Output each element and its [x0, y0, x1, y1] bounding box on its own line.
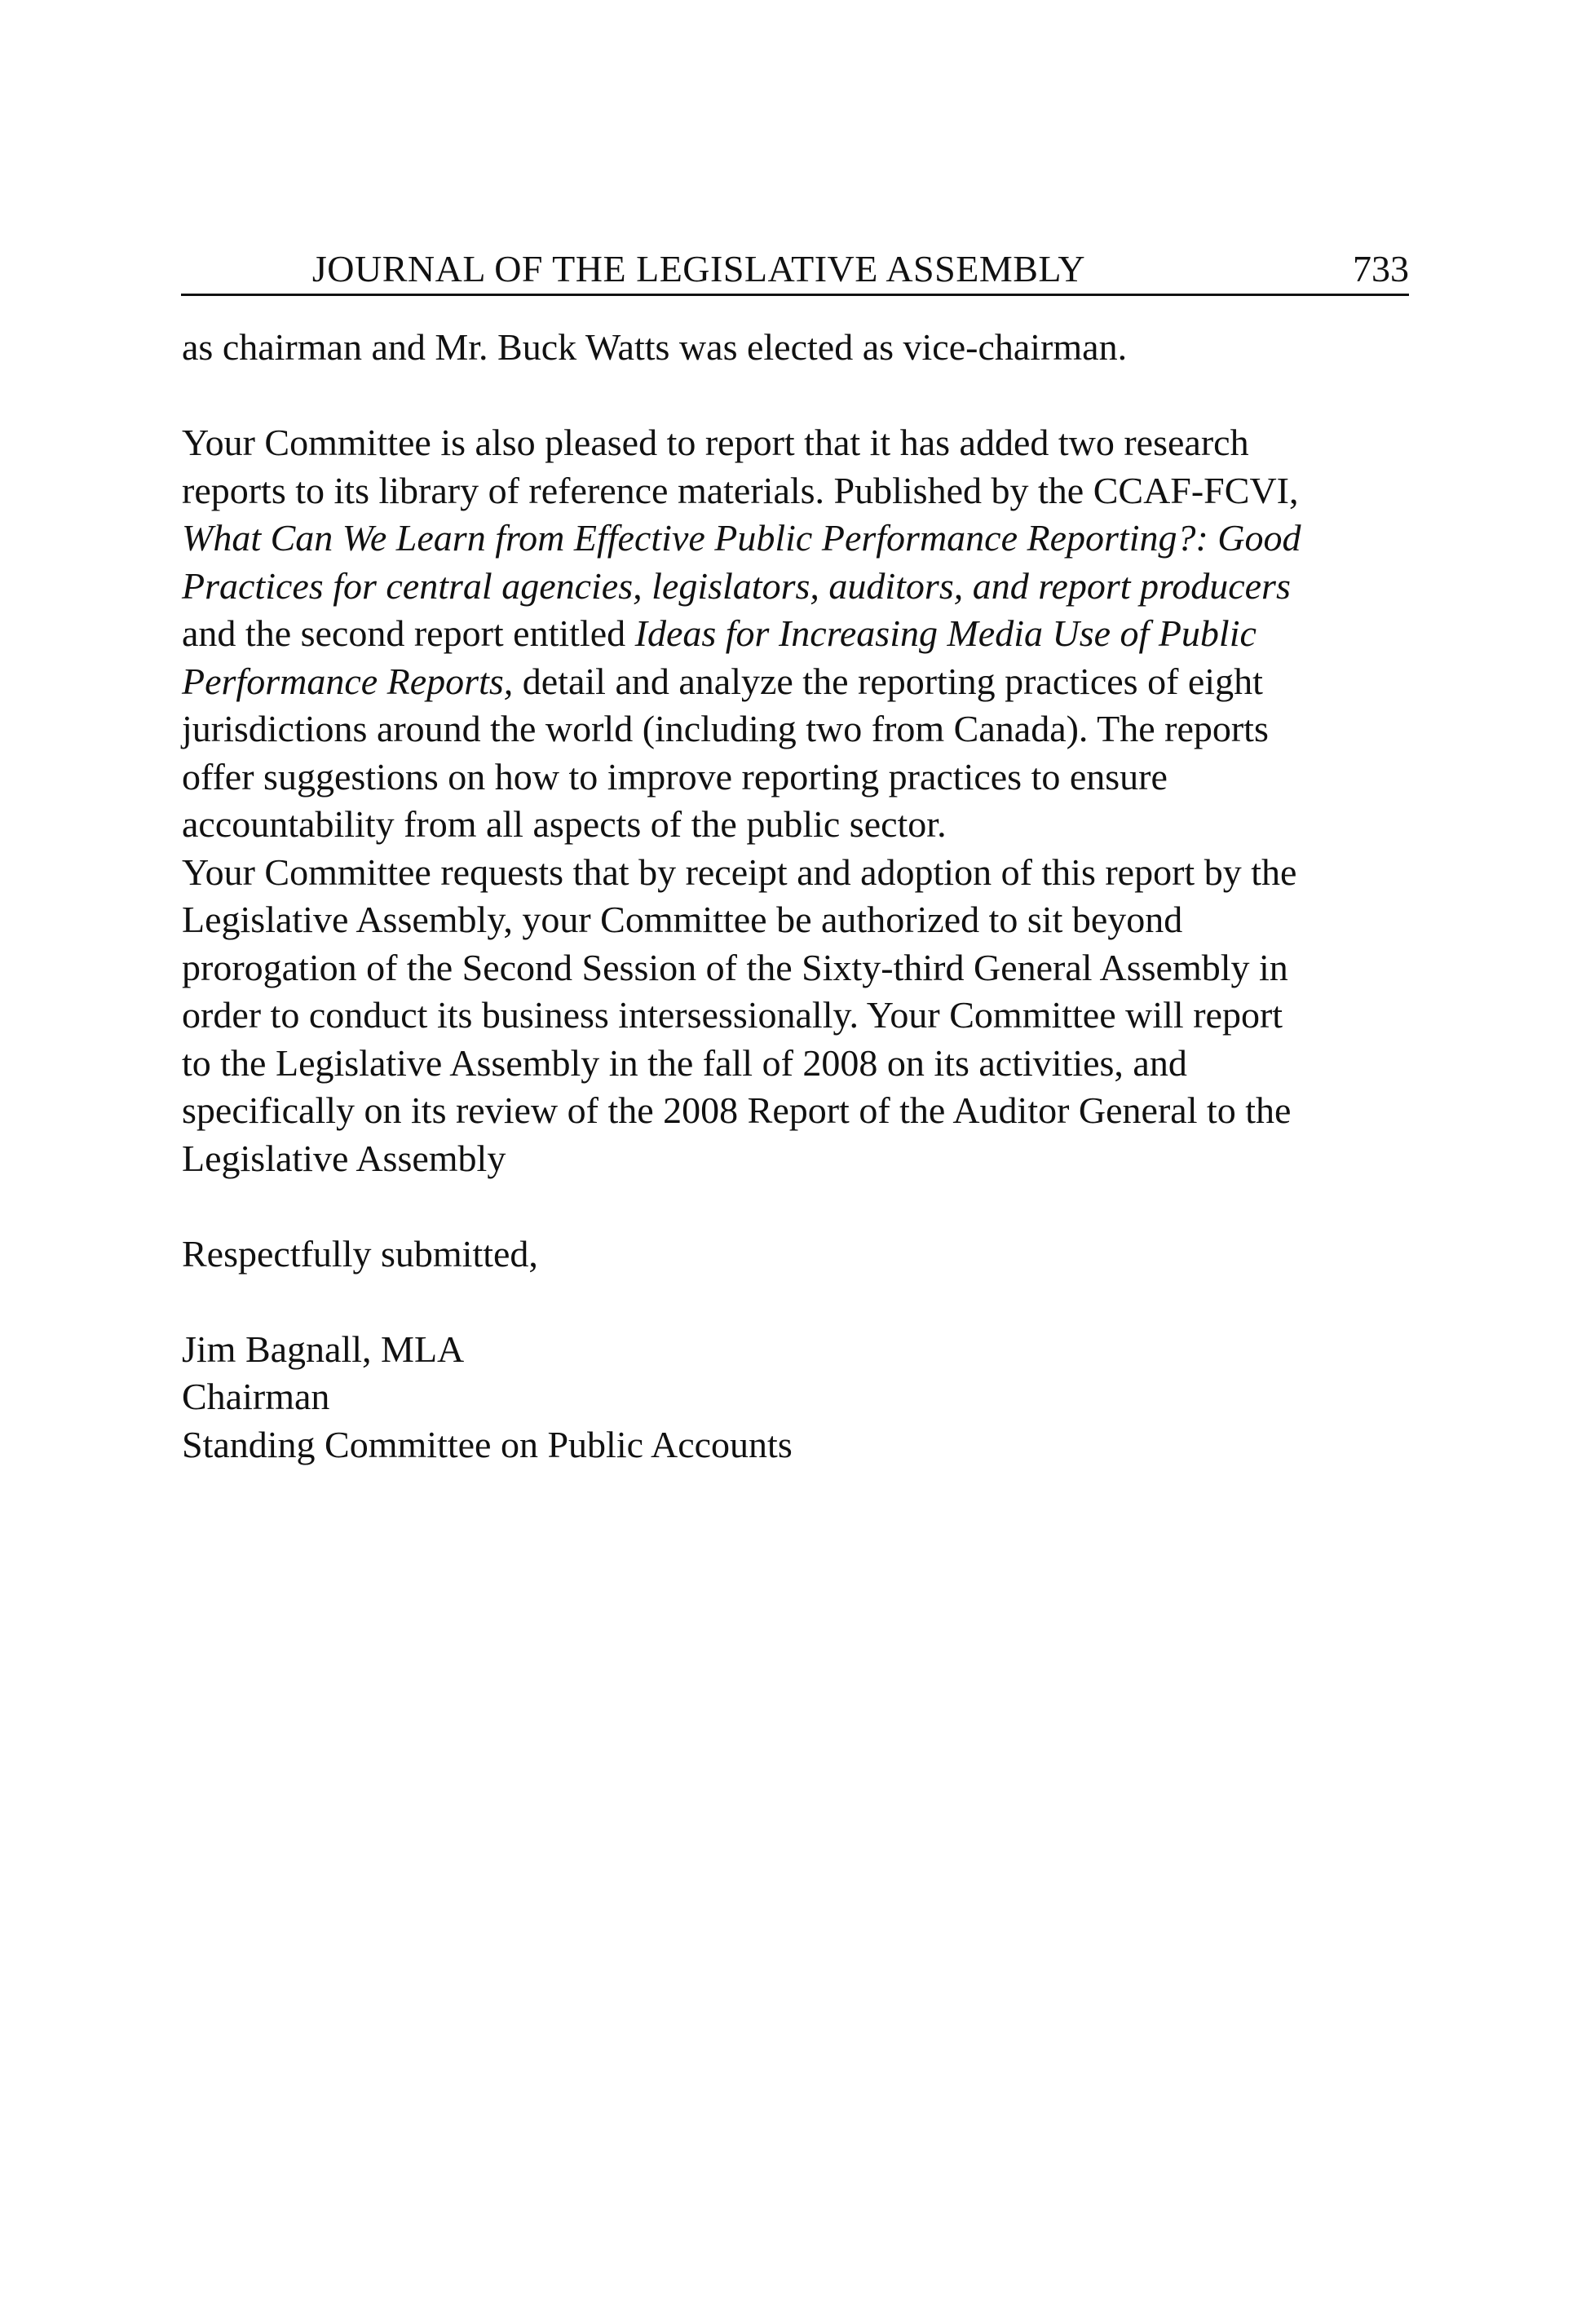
text-segment: detail and analyze the reporting practices of eight — [513, 660, 1263, 702]
text-line: jurisdictions around the world (including two from Canada). The reports — [182, 708, 1269, 749]
text-line — [182, 610, 1421, 658]
text-line: prorogation of the Second Session of the Sixty-third General Assembly in — [182, 946, 1288, 988]
report-title-line: Practices for central agencies, legislators, auditors, and report producers — [182, 564, 1291, 607]
report-body — [182, 324, 1421, 1469]
text-line — [182, 658, 1421, 706]
closing — [182, 1230, 1421, 1279]
signatory-name: Jim Bagnall, MLA — [182, 1328, 465, 1370]
running-header — [181, 245, 1409, 296]
text-line: accountability from all aspects of the public sector. — [182, 803, 947, 845]
text-segment: and the second report entitled — [182, 612, 635, 654]
text-line: Your Committee is also pleased to report that it has added two research — [182, 422, 1249, 463]
text-line: reports to its library of reference materials. Published by the CCAF-FCVI, — [182, 469, 1299, 511]
signature-block — [182, 1326, 1421, 1469]
paragraph-research-reports — [182, 419, 1421, 849]
text-line: as chairman and Mr. Buck Watts was elected as vice-chairman. — [182, 326, 1128, 368]
paragraph-gap — [182, 1182, 1421, 1230]
report-title-line: What Can We Learn from Effective Public Performance Reporting?: Good — [182, 517, 1301, 559]
paragraph-request — [182, 849, 1421, 1183]
text-line: specifically on its review of the 2008 Report of the Auditor General to the — [182, 1089, 1292, 1131]
text-line: offer suggestions on how to improve reporting practices to ensure — [182, 755, 1168, 797]
text-line: Legislative Assembly, your Committee be authorized to sit beyond — [182, 899, 1183, 940]
signatory-committee: Standing Committee on Public Accounts — [182, 1423, 793, 1465]
report-title-segment: Ideas for Increasing Media Use of Public — [634, 612, 1257, 654]
paragraph-gap — [182, 1278, 1421, 1326]
closing-line: Respectfully submitted, — [182, 1232, 538, 1275]
report-title-segment: Performance Reports, — [182, 660, 514, 702]
paragraph-continuation — [182, 324, 1421, 372]
text-line: Legislative Assembly — [182, 1137, 506, 1179]
text-line: to the Legislative Assembly in the fall of 2008 on its activities, and — [182, 1041, 1187, 1084]
signatory-role: Chairman — [182, 1376, 330, 1417]
text-line: order to conduct its business intersessionally. Your Committee will report — [182, 994, 1283, 1036]
journal-title: JOURNAL OF THE LEGISLATIVE ASSEMBLY — [311, 248, 1086, 289]
paragraph-gap — [182, 372, 1421, 420]
page-number: 733 — [1353, 248, 1409, 289]
text-line: Your Committee requests that by receipt and adoption of this report by the — [182, 851, 1297, 893]
